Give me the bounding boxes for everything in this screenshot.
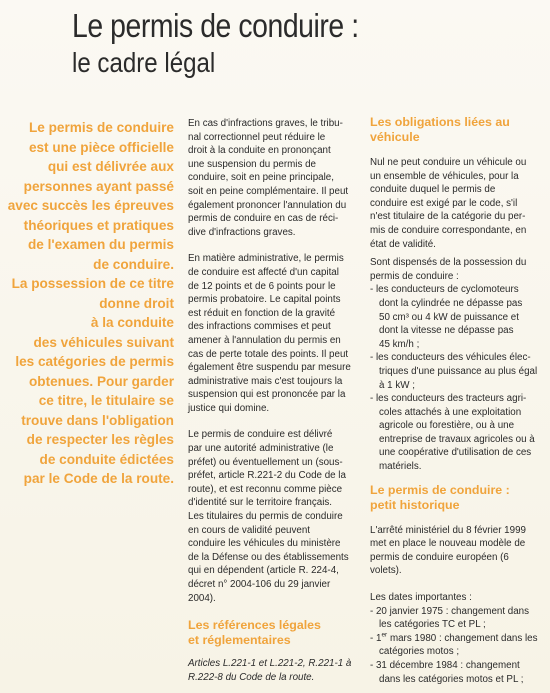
text-line: nal correctionnel peut réduire le [188, 131, 326, 143]
list-item-continuation: à 1 kW ; [379, 379, 415, 391]
text-line: par une autorité administrative (le [188, 443, 334, 455]
pull-quote-line: de conduire. [93, 256, 174, 272]
list-item-continuation: les catégories TC et PL ; [379, 619, 486, 631]
pull-quote-line: de l'examen du permis [27, 237, 174, 252]
pull-quote-line: Le permis de conduire [28, 120, 174, 135]
list-item-continuation: agricole ou forestière, ou à une [379, 420, 515, 432]
list-item: - 20 janvier 1975 : changement dans [370, 605, 530, 617]
text-line: Nul ne peut conduire un véhicule ou [370, 157, 527, 168]
text-line: soit en peine complémentaire. Il peut [188, 185, 349, 197]
pull-quote-line: de conduite édictées [39, 451, 174, 467]
text-line: permis probatoire. Le capital points [188, 294, 341, 306]
text-line: volets). [370, 565, 402, 577]
dispenses-list [370, 283, 545, 473]
refs-heading [188, 618, 360, 648]
list-item-continuation: coles attachés à une exploitation [379, 406, 522, 418]
paragraph-points [188, 252, 360, 415]
pull-quote-line: de respecter les règles [26, 432, 174, 447]
spacer [188, 415, 360, 428]
text-line: de conduire est affecté d'un capital [188, 266, 339, 278]
spacer [370, 145, 545, 156]
text-line: permis de conduire européen (6 [370, 551, 509, 563]
spacer [370, 578, 545, 591]
pull-quote-line: à la conduite [90, 315, 174, 330]
paragraph-delivrance [188, 428, 360, 605]
pull-quote-line: avec succès les épreuves [7, 198, 174, 213]
list-item: - les conducteurs des véhicules élec- [370, 352, 531, 364]
pull-quote [0, 118, 174, 489]
list-item [370, 632, 545, 646]
heading-line: Les références légales [188, 618, 321, 633]
text-line: est réduit en fonction de la gravité [188, 307, 336, 319]
heading-line: Les obligations liées au [370, 115, 510, 129]
page-title [72, 6, 542, 80]
heading-line: véhicule [370, 130, 420, 144]
text-line: une suspension du permis de [188, 158, 316, 170]
text-line: mis de conduire correspondante, en [370, 224, 527, 236]
text-line: d'identité sur le territoire français. [188, 497, 332, 509]
text-line: également prononcer l'annulation du [188, 199, 347, 211]
text-line: R.222-8 du Code de la route. [188, 671, 315, 683]
text-line: conduire, soit en peine principale, [188, 172, 334, 184]
text-line: Sont dispensés de la possession du [370, 257, 527, 269]
text-line: cas de perte totale des points. Il peut [188, 348, 349, 360]
pull-quote-line: ce titre, le titulaire se [38, 393, 174, 408]
text-line: qui en dépendent (article R. 224-4, [188, 565, 339, 577]
pull-quote-line: les catégories de permis [15, 354, 174, 369]
text-line: suspension qui est prononcée par la [188, 389, 346, 401]
text-line: un ensemble de véhicules, pour la [370, 170, 519, 182]
text-line: en cours de validité peuvent [188, 524, 310, 536]
list-item: - 31 décembre 1984 : changement [370, 660, 520, 671]
spacer [370, 474, 545, 483]
historique-heading [370, 483, 545, 513]
dispenses-intro [370, 256, 545, 283]
text-line: également être suspendu par mesure [188, 362, 351, 374]
text-line: met en place le nouveau modèle de [370, 538, 526, 550]
dates-intro: Les dates importantes : [370, 592, 472, 604]
text-line: amener à l'annulation du permis en [188, 334, 341, 346]
text-line: permis de conduire en cas de réci- [188, 213, 339, 225]
text-line: 2004). [188, 592, 216, 604]
heading-line: Le permis de conduire : [370, 482, 510, 497]
heading-line: petit historique [370, 497, 460, 512]
text-line: n'est titulaire de la catégorie du per- [370, 211, 526, 223]
dates-list [370, 605, 545, 687]
list-item-continuation: dont la cylindrée ne dépasse pas [379, 297, 523, 309]
pull-quote-line: trouve dans l'obligation [21, 412, 174, 428]
text-line: des infractions commises et peut [188, 321, 331, 333]
pull-quote-line: obtenues. Pour garder [28, 373, 174, 389]
superscript: er [381, 631, 388, 639]
text-line: préfet, article R.221-2 du Code de la [188, 470, 346, 482]
refs-text [188, 657, 360, 684]
paragraph-infractions [188, 117, 360, 239]
middle-column [188, 117, 360, 684]
historique-paragraph [370, 524, 545, 578]
text-line: administrative mais c'est toujours la [188, 375, 343, 387]
pull-quote-line: des véhicules suivant [33, 334, 174, 350]
pull-quote-line: La possession de ce titre [11, 276, 174, 291]
right-column [370, 115, 545, 686]
text-line: décret n° 2004-106 du 29 janvier [188, 579, 331, 590]
text-line: Articles L.221-1 et L.221-2, R.221-1 à [188, 658, 352, 670]
pull-quote-line: qui est délivrée aux [47, 159, 174, 174]
pull-quote-line: par le Code de la route. [23, 471, 174, 486]
list-item-continuation: triques d'une puissance au plus égal [379, 365, 538, 377]
list-item: - les conducteurs des tracteurs agri- [370, 393, 527, 405]
text-line: conduire est exigé par le code, s'il [370, 197, 518, 209]
text-line: état de validité. [370, 238, 436, 250]
list-item-continuation: entreprise de travaux agricoles ou à [379, 433, 535, 445]
text-line: route), et est reconnu comme pièce [188, 483, 343, 495]
pull-quote-line: théoriques et pratiques [23, 217, 174, 233]
list-item-continuation: 50 cm³ ou 4 kW de puissance et [379, 311, 519, 323]
spacer [370, 513, 545, 524]
text-line: Le permis de conduire est délivré [188, 429, 333, 441]
spacer [188, 648, 360, 657]
obligations-paragraph [370, 156, 545, 251]
text-line: de 12 points et de 6 points pour le [188, 280, 336, 292]
list-item-continuation: dont la vitesse ne dépasse pas [379, 325, 514, 337]
text-line: préfet) ou éventuellement un (sous- [188, 456, 343, 468]
list-item-continuation: catégories motos ; [379, 646, 460, 658]
text-line: droit à la conduite en prononçant [188, 145, 331, 157]
text-line: En matière administrative, le permis [188, 253, 344, 265]
pull-quote-line: est une pièce officielle [28, 139, 174, 155]
list-item: - les conducteurs de cyclomoteurs [370, 284, 519, 296]
text-line: justice qui domine. [188, 402, 270, 414]
spacer [188, 239, 360, 252]
text-line: conduite duquel le permis de [370, 184, 496, 196]
obligations-heading [370, 115, 545, 145]
text-line: En cas d'infractions graves, le tribu- [188, 118, 343, 129]
pull-quote-line: personnes ayant passé [23, 178, 174, 194]
spacer [188, 605, 360, 618]
list-item-continuation: 45 km/h ; [379, 338, 420, 350]
list-item-continuation: une coopérative d'utilisation de ces [379, 447, 532, 459]
list-item-continuation: dans les catégories motos et PL ; [379, 673, 524, 685]
text-line: de la Défense ou des établissements [188, 551, 349, 563]
list-item-continuation: matériels. [379, 461, 422, 473]
heading-line: et réglementaires [188, 633, 291, 648]
title-line-1: Le permis de conduire : [72, 7, 359, 44]
text-line: L'arrêté ministériel du 8 février 1999 [370, 524, 526, 536]
title-line-2: le cadre légal [72, 47, 216, 78]
text-line: dive d'infractions graves. [188, 226, 296, 238]
text-line: Les titulaires du permis de conduire [188, 511, 343, 523]
list-item-prefix: - 1 [370, 632, 382, 644]
text-line: conduire les véhicules du ministère [188, 538, 341, 550]
pull-quote-line: donne droit [99, 295, 174, 311]
list-item-text: mars 1980 : changement dans les [387, 632, 538, 644]
text-line: permis de conduire : [370, 270, 459, 282]
